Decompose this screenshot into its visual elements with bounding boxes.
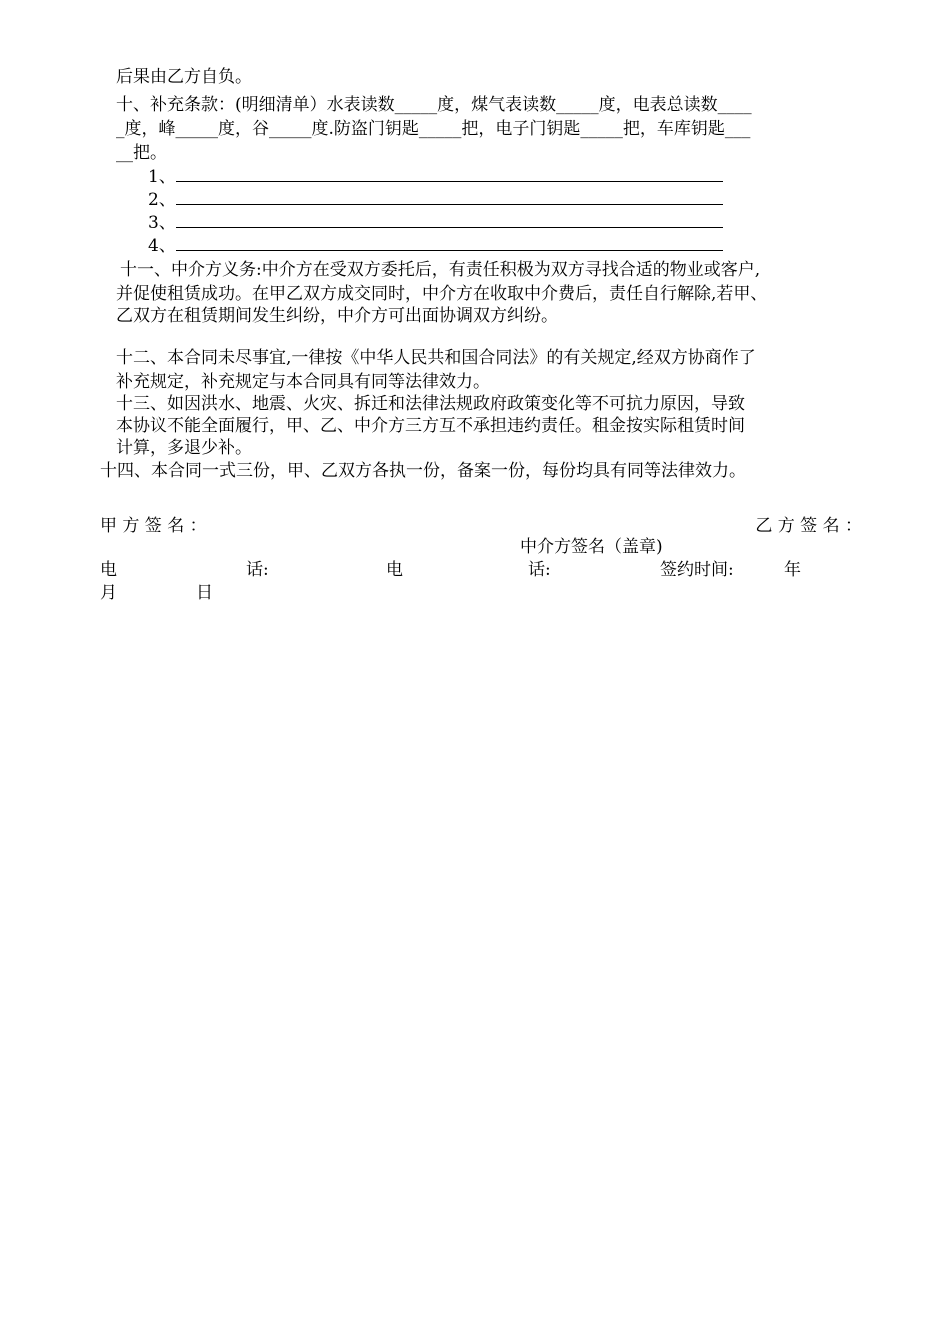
- blank-line: [176, 189, 723, 205]
- item-number: 3、: [148, 213, 176, 233]
- clause-14: 十四、本合同一式三份，甲、乙双方各执一份，备案一份，每份均具有同等法律效力。: [100, 461, 746, 481]
- item-number: 2、: [148, 190, 176, 210]
- supplement-item-4: [148, 235, 723, 257]
- clause-10-line-1: 十、补充条款：(明细清单）水表读数_____度，煤气表读数_____度，电表总读数____: [116, 95, 752, 115]
- clause-13-line-2: 本协议不能全面履行，甲、乙、中介方三方互不承担违约责任。租金按实际租赁时间: [116, 416, 745, 436]
- supplement-item-3: [148, 212, 723, 234]
- clause-12-line-1: 十二、本合同未尽事宜,一律按《中华人民共和国合同法》的有关规定,经双方协商作了: [116, 348, 756, 368]
- phone-b-label-1: 电: [386, 560, 403, 580]
- clause-11-line-2: 并促使租赁成功。在甲乙双方成交同时，中介方在收取中介费后，责任自行解除,若甲、: [116, 284, 768, 304]
- item-number: 1、: [148, 167, 176, 187]
- month-label: 月: [100, 583, 117, 603]
- clause-11-line-3: 乙双方在租赁期间发生纠纷，中介方可出面协调双方纠纷。: [116, 306, 558, 326]
- blank-line: [176, 235, 723, 251]
- blank-line: [176, 166, 723, 182]
- agent-signature-label: 中介方签名（盖章): [520, 537, 663, 557]
- phone-a-label-2: 话:: [246, 560, 269, 580]
- supplement-item-2: [148, 189, 723, 211]
- day-label: 日: [196, 583, 213, 603]
- year-label: 年: [784, 560, 801, 580]
- item-number: 4、: [148, 236, 176, 256]
- party-b-signature-label: 乙 方 签 名 ：: [755, 516, 862, 536]
- sign-time-label: 签约时间:: [660, 560, 734, 580]
- phone-a-label-1: 电: [100, 560, 117, 580]
- blank-line: [176, 212, 723, 228]
- clause-13-line-1: 十三、如因洪水、地震、火灾、拆迁和法律法规政府政策变化等不可抗力原因，导致: [116, 394, 745, 414]
- clause-11-line-1: 十一、中介方义务:中介方在受双方委托后，有责任积极为双方寻找合适的物业或客户,: [120, 260, 761, 280]
- clause-12-line-2: 补充规定，补充规定与本合同具有同等法律效力。: [116, 372, 490, 392]
- clause-13-line-3: 计算，多退少补。: [116, 438, 252, 458]
- phone-b-label-2: 话:: [528, 560, 551, 580]
- clause-10-line-3: __把。: [116, 143, 167, 163]
- signature-row: [100, 515, 862, 537]
- text-line: 后果由乙方自负。: [116, 67, 252, 87]
- party-a-signature-label: 甲 方 签 名 ：: [100, 516, 207, 536]
- supplement-item-1: [148, 166, 723, 188]
- clause-10-line-2: _度，峰_____度，谷_____度.防盗门钥匙_____把，电子门钥匙_____把，车库钥匙___: [116, 119, 751, 139]
